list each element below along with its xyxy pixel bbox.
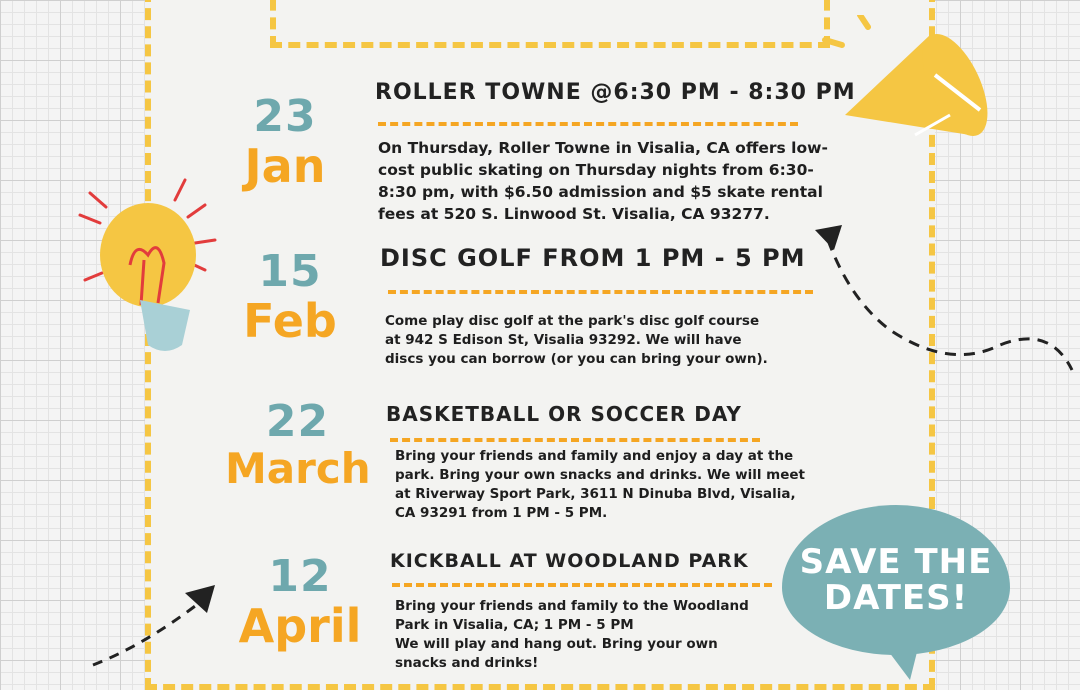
divider xyxy=(392,583,772,587)
event-month: Feb xyxy=(243,294,337,348)
event-description: Bring your friends and family to the Woodland Park in Visalia, CA; 1 PM - 5 PM We will play and hang out. Bring your own snacks and drinks! xyxy=(395,598,749,672)
event-date xyxy=(225,91,345,193)
arrow-icon xyxy=(85,585,225,675)
event-title: ROLLER TOWNE @6:30 PM - 8:30 PM xyxy=(375,80,856,105)
event-day: 15 xyxy=(258,246,322,297)
save-the-dates-text: SAVE THE DATES! xyxy=(799,542,993,618)
event-date xyxy=(235,551,365,653)
event-title: DISC GOLF FROM 1 PM - 5 PM xyxy=(380,244,806,272)
divider xyxy=(388,290,813,294)
event-date xyxy=(225,246,355,348)
event-title: BASKETBALL OR SOCCER DAY xyxy=(386,402,742,426)
divider xyxy=(378,122,798,126)
arrow-icon xyxy=(810,220,1080,380)
event-description: Come play disc golf at the park's disc golf course at 942 S Edison St, Visalia 93292. We will have discs you can borrow (or you can bring your own). xyxy=(385,313,768,368)
event-description: On Thursday, Roller Towne in Visalia, CA offers low- cost public skating on Thursday nights from 6:30- 8:30 pm, with $6.50 admission and $5 skate rental fees at 520 S. Linwood St. Visalia, CA 93277. xyxy=(378,139,828,223)
event-title: KICKBALL AT WOODLAND PARK xyxy=(390,550,749,572)
event-day: 23 xyxy=(253,91,317,142)
header-box xyxy=(270,0,830,48)
event-month: Jan xyxy=(244,139,326,193)
event-date xyxy=(225,396,371,493)
speech-bubble-tail xyxy=(880,640,920,680)
event-month: April xyxy=(238,599,362,653)
event-day: 22 xyxy=(265,396,330,447)
event-day: 12 xyxy=(268,551,332,602)
divider xyxy=(390,438,760,442)
lightbulb-icon xyxy=(70,175,230,360)
event-description: Bring your friends and family and enjoy a day at the park. Bring your own snacks and drinks. We will meet at Riverway Sport Park, 3611 N Dinuba Blvd, Visalia, CA 93291 from 1 PM - 5 PM. xyxy=(395,448,805,522)
event-month: March xyxy=(225,444,371,493)
